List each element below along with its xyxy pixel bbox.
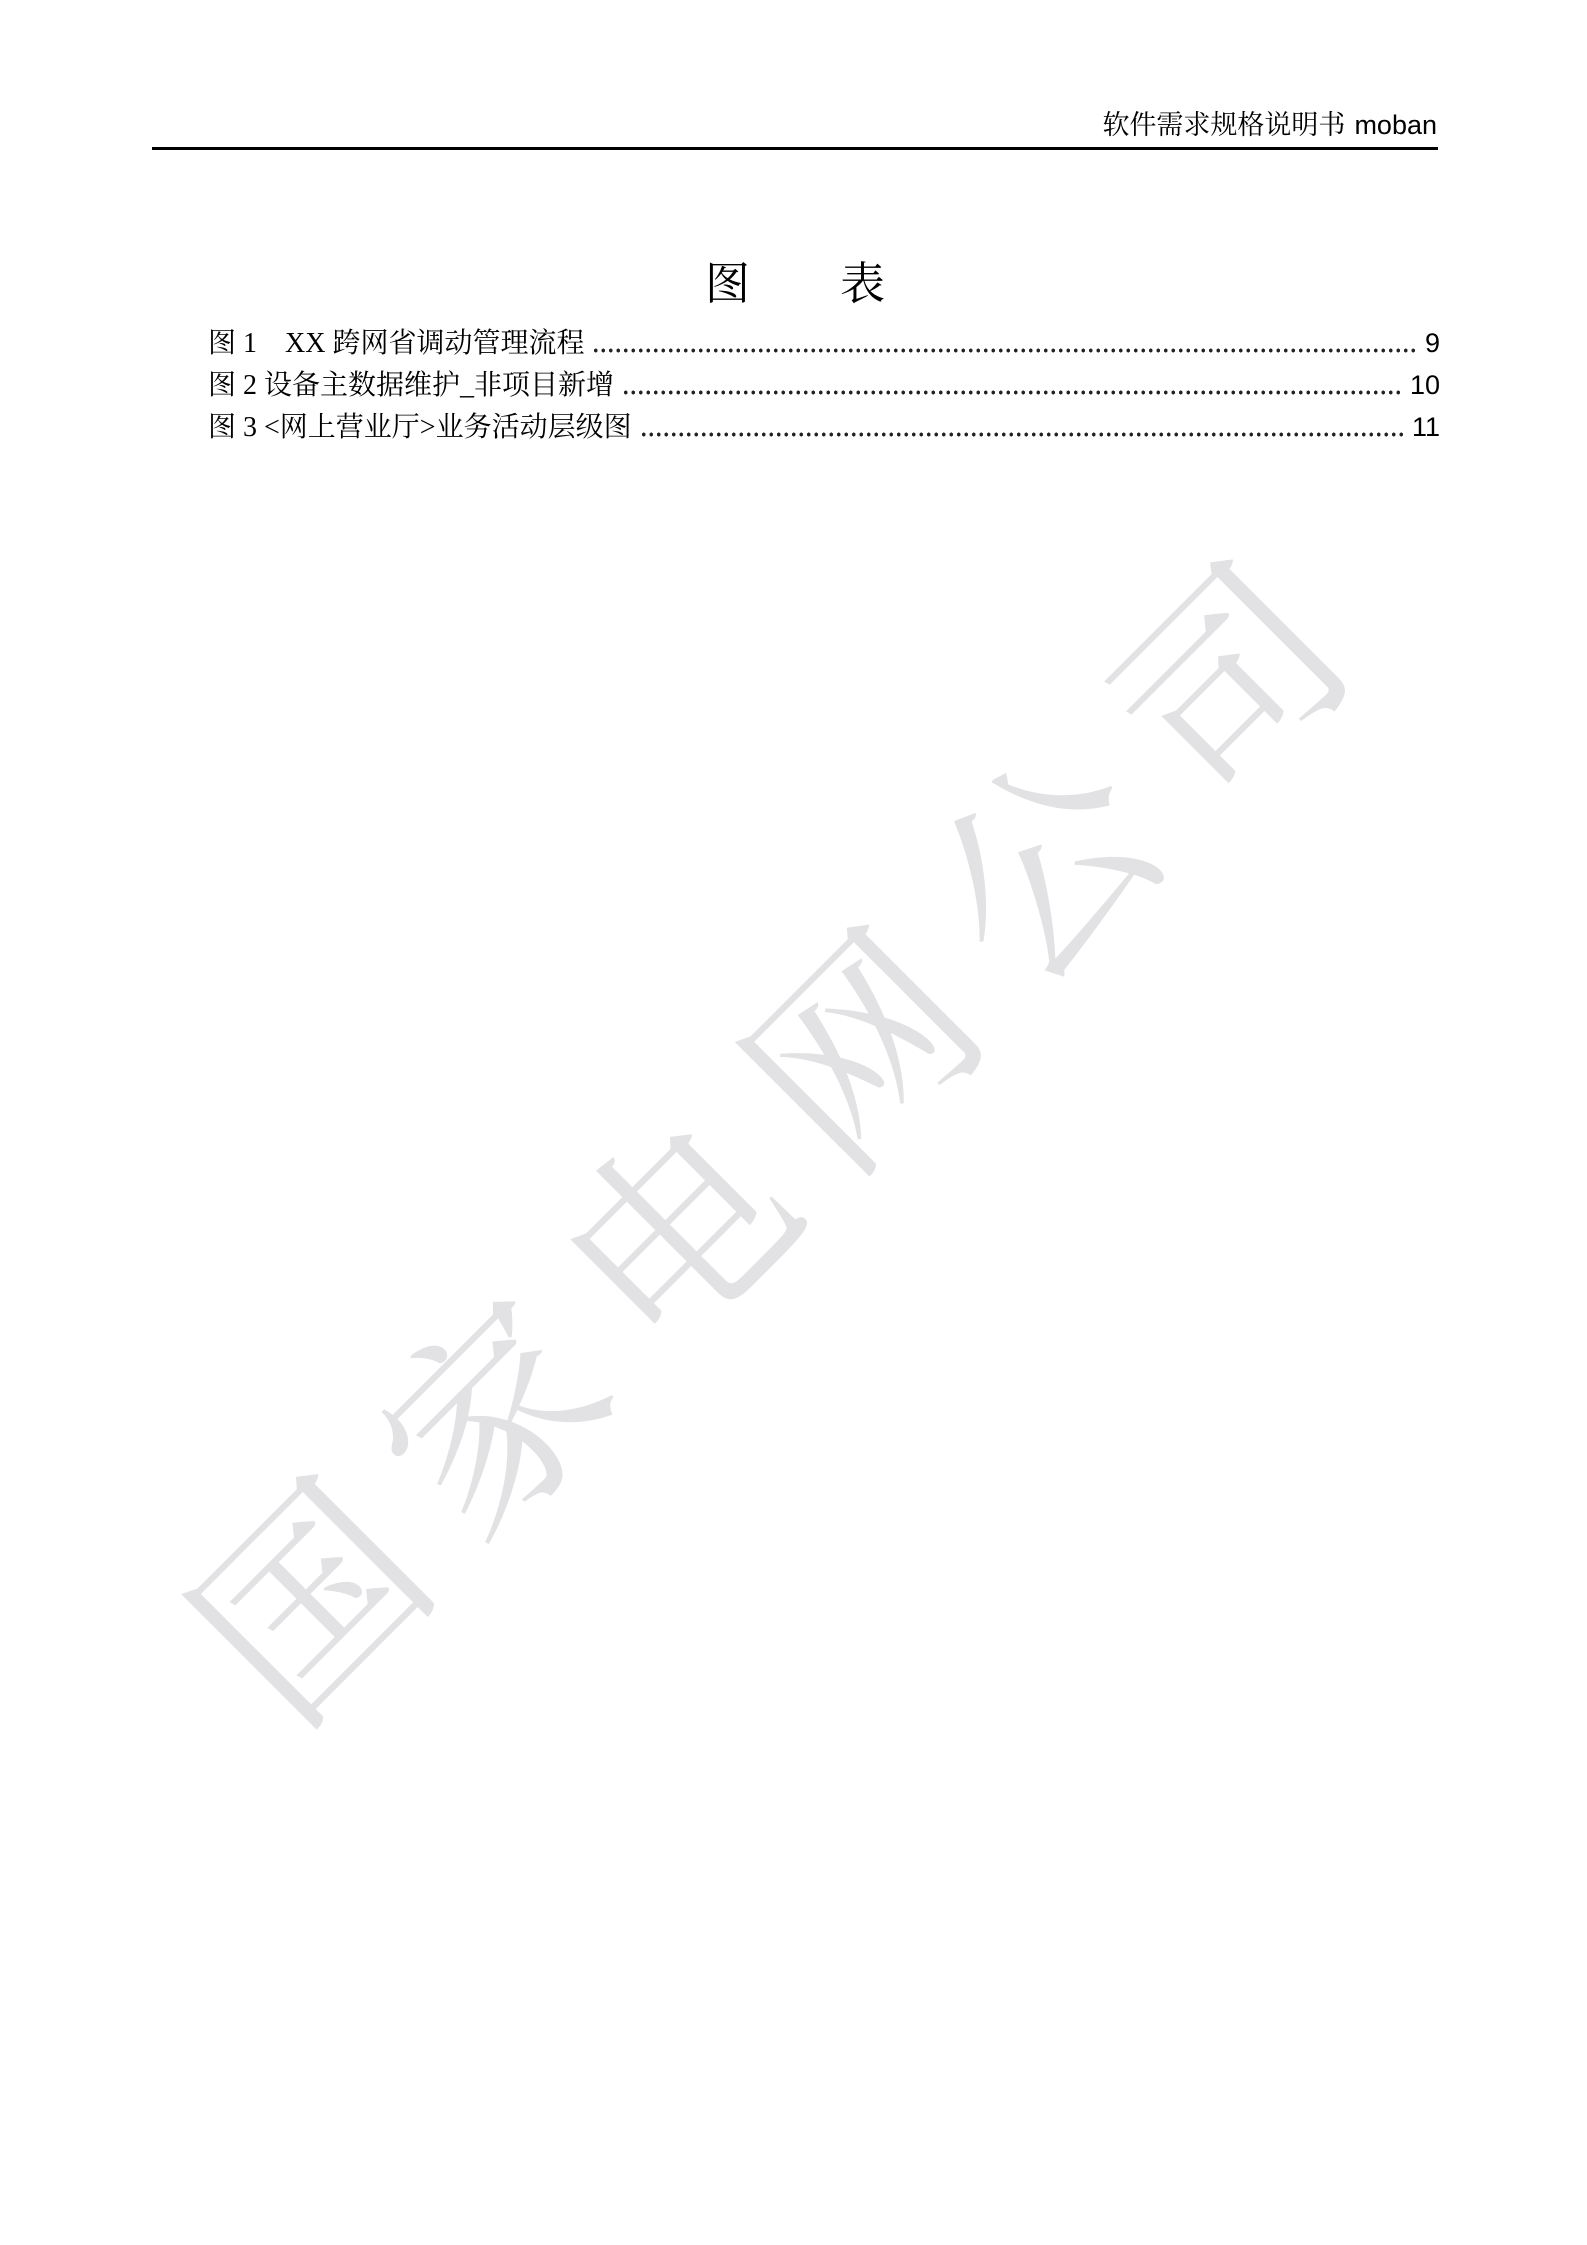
- toc-page-number: 11: [1411, 412, 1440, 442]
- toc-entry-label: 图 3 <网上营业厅>业务活动层级图: [208, 412, 632, 443]
- toc-leader-dots: [592, 322, 1419, 364]
- page-header: [1102, 110, 1437, 140]
- header-doc-title-suffix: moban: [1354, 110, 1437, 140]
- toc-page-number: 10: [1409, 370, 1440, 400]
- toc-leader-dots: [622, 364, 1404, 406]
- toc-entry-label: 图 1 XX 跨网省调动管理流程: [208, 328, 585, 359]
- toc-entry[interactable]: [208, 322, 1440, 364]
- watermark-text: 国家电网公司: [153, 493, 1427, 1767]
- toc-entry[interactable]: [208, 406, 1440, 448]
- toc-leader-dots: [640, 406, 1406, 448]
- toc-entry[interactable]: [208, 364, 1440, 406]
- figures-toc: [208, 322, 1440, 448]
- toc-entry-label: 图 2 设备主数据维护_非项目新增: [208, 370, 615, 401]
- header-doc-title: 软件需求规格说明书: [1102, 110, 1346, 140]
- toc-page-number: 9: [1424, 328, 1440, 358]
- figures-title: 图 表: [704, 259, 885, 309]
- header-rule: [152, 147, 1438, 150]
